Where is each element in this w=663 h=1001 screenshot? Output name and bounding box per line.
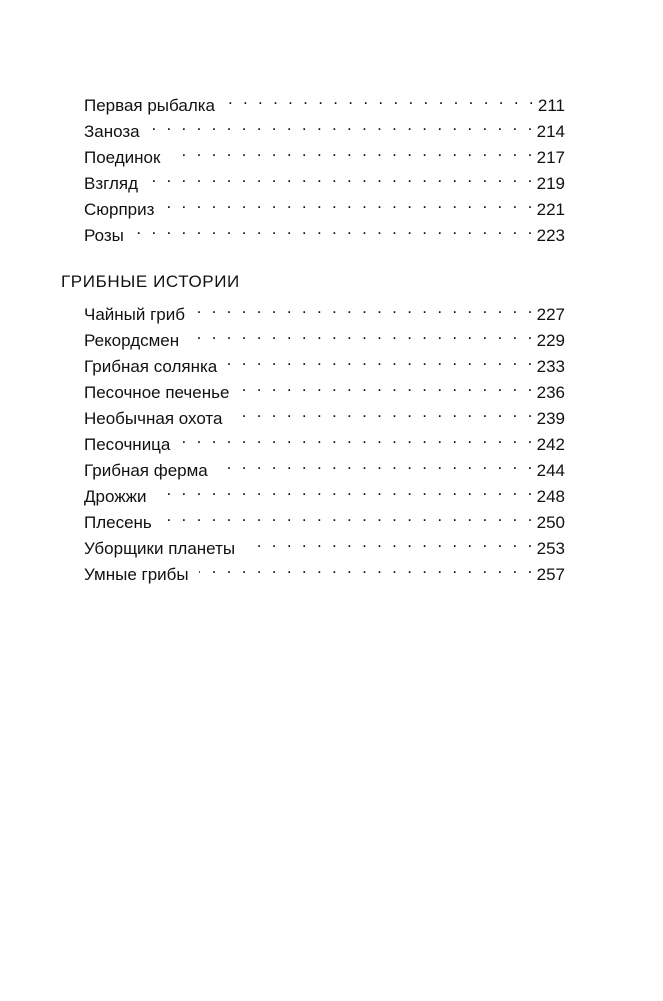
dot-leader <box>162 504 536 528</box>
toc-entry <box>84 217 565 245</box>
toc-entry-title: Дрожжи <box>84 487 147 506</box>
dot-leader <box>164 191 535 215</box>
toc-entry-title: Сюрприз <box>84 200 155 219</box>
toc-entry <box>84 556 565 584</box>
toc-entry-page: 219 <box>536 174 565 193</box>
dot-leader <box>148 165 536 189</box>
dot-leader <box>189 322 535 346</box>
toc-entry-title: Песочница <box>84 435 171 454</box>
toc-entry-title: Умные грибы <box>84 565 189 584</box>
dot-leader <box>199 556 536 580</box>
dot-leader <box>239 374 535 398</box>
toc-entry-page: 229 <box>536 331 565 350</box>
dot-leader <box>245 530 536 554</box>
toc-entry-page: 242 <box>536 435 565 454</box>
toc-entry <box>84 530 565 558</box>
toc-entry-title: Первая рыбалка <box>84 96 216 115</box>
toc-entry-title: Необычная охота <box>84 409 223 428</box>
toc-entry-page: 217 <box>536 148 565 167</box>
toc-entry-page: 257 <box>536 565 565 584</box>
toc-entry <box>84 165 565 193</box>
toc-entry-page: 236 <box>536 383 565 402</box>
toc-entry-title: Грибная ферма <box>84 461 208 480</box>
dot-leader <box>227 348 535 372</box>
toc-entry <box>84 296 565 324</box>
dot-leader <box>170 139 535 163</box>
toc-entry-page: 250 <box>536 513 565 532</box>
toc-entry-title: Заноза <box>84 122 140 141</box>
toc-entry-page: 253 <box>536 539 565 558</box>
toc-entry <box>84 87 565 115</box>
toc-entry <box>84 426 565 454</box>
dot-leader <box>134 217 536 241</box>
toc-entry <box>84 504 565 532</box>
toc-entry-title: Поединок <box>84 148 161 167</box>
toc-entry-page: 223 <box>536 226 565 245</box>
dot-leader <box>232 400 535 424</box>
toc-entry-page: 227 <box>536 305 565 324</box>
toc-entry-title: Плесень <box>84 513 152 532</box>
toc-entry-page: 233 <box>536 357 565 376</box>
toc-entry-page: 211 <box>537 96 565 115</box>
toc-entry <box>84 478 565 506</box>
toc-entry-title: Взгляд <box>84 174 139 193</box>
toc-entry <box>84 452 565 480</box>
toc-entry <box>84 374 565 402</box>
section-heading: ГРИБНЫЕ ИСТОРИИ <box>61 272 240 291</box>
toc-entry-page: 221 <box>536 200 565 219</box>
dot-leader <box>195 296 536 320</box>
dot-leader <box>218 452 536 476</box>
toc-entry-page: 214 <box>536 122 565 141</box>
toc-entry-title: Чайный гриб <box>84 305 185 324</box>
toc-entry-title: Грибная солянка <box>84 357 218 376</box>
dot-leader <box>180 426 535 450</box>
toc-entry-title: Песочное печенье <box>84 383 230 402</box>
toc-entry-title: Уборщики планеты <box>84 539 236 558</box>
toc-entry-page: 244 <box>536 461 565 480</box>
dot-leader <box>156 478 535 502</box>
dot-leader <box>150 113 536 137</box>
toc-entry <box>84 139 565 167</box>
toc-entry-title: Рекордсмен <box>84 331 180 350</box>
toc-entry-page: 239 <box>536 409 565 428</box>
toc-entry <box>84 400 565 428</box>
toc-entry <box>84 322 565 350</box>
dot-leader <box>225 87 537 111</box>
toc-entry <box>84 348 565 376</box>
toc-entry-page: 248 <box>536 487 565 506</box>
toc-entry-title: Розы <box>84 226 124 245</box>
toc-entry <box>84 113 565 141</box>
toc-entry <box>84 191 565 219</box>
